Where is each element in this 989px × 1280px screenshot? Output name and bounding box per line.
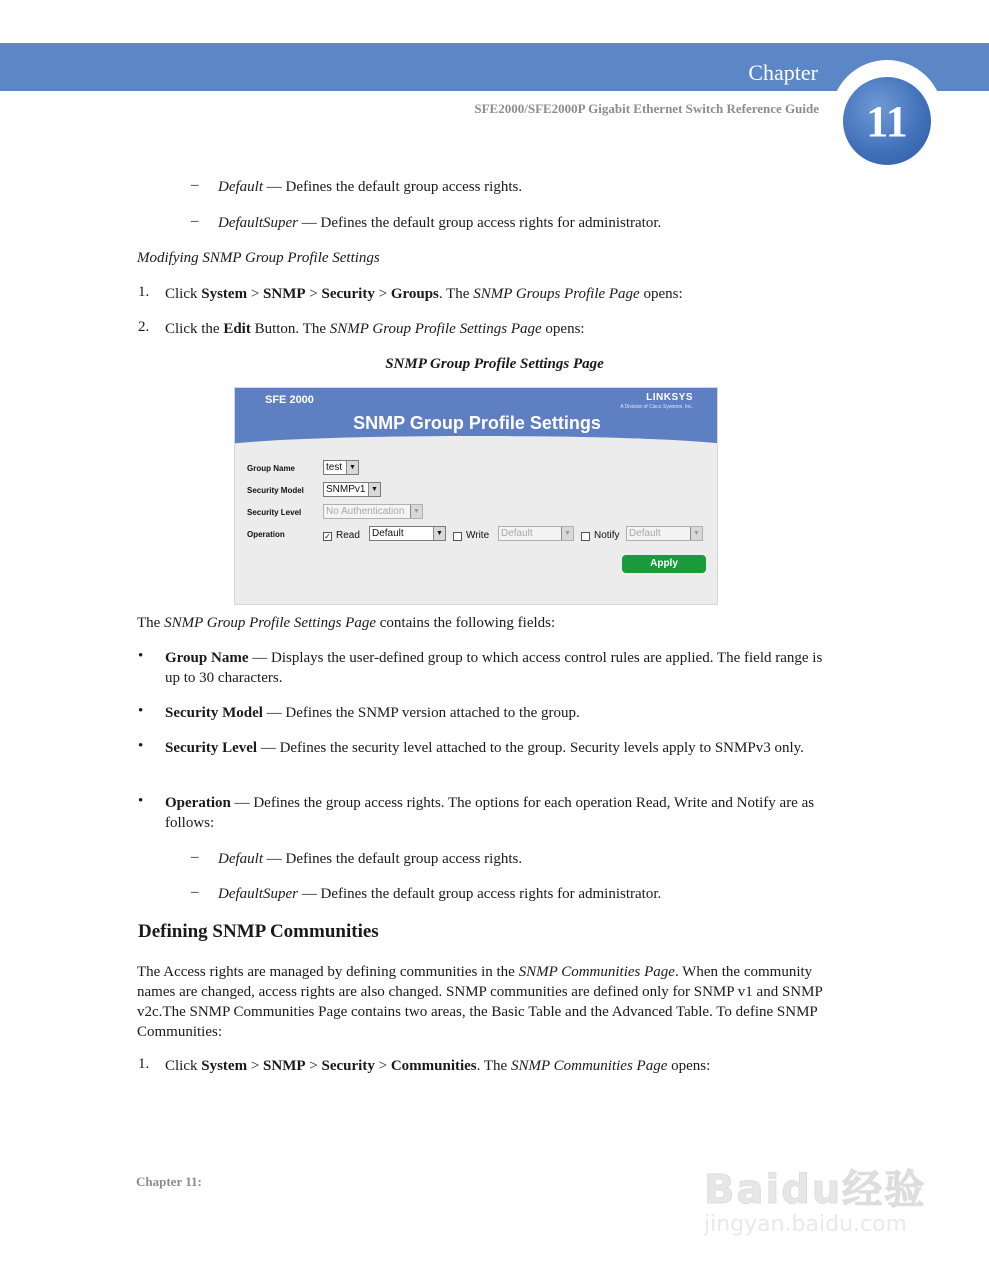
- communities-paragraph: The Access rights are managed by defining communities in the SNMP Communities Page. When the community names are changed, access rights are also changed. SNMP communities are defined only for SNMP v1 and SNMP v2c.The SNMP Communities Page contains two areas, the Basic Table and the Advanced Table. To define SNMP Communities:: [137, 964, 823, 1040]
- group-name-label: Group Name: [247, 464, 296, 473]
- field-description: Operation — Defines the group access rights. The options for each operation Read, Write and Notify are as follows:: [165, 795, 815, 831]
- field-description: Security Level — Defines the security level attached to the group. Security levels apply to SNMPv3 only.: [165, 740, 804, 756]
- bullet: •: [138, 793, 144, 809]
- operation-label: Operation: [247, 530, 285, 539]
- notify-checkbox[interactable]: [581, 532, 590, 541]
- model-label: SFE 2000: [265, 394, 314, 406]
- step-text: Click System > SNMP > Security > Communities. The SNMP Communities Page opens:: [165, 1058, 711, 1074]
- notify-select[interactable]: Default ▼: [626, 526, 703, 541]
- guide-title: SFE2000/SFE2000P Gigabit Ethernet Switch Reference Guide: [474, 101, 819, 116]
- group-name-select[interactable]: test ▼: [323, 460, 359, 475]
- dash-bullet: –: [191, 884, 199, 900]
- chevron-down-icon: ▼: [346, 461, 358, 474]
- list-item: DefaultSuper — Defines the default group access rights for administrator.: [218, 886, 662, 902]
- chevron-down-icon: ▼: [433, 527, 445, 540]
- chevron-down-icon: ▼: [368, 483, 380, 496]
- write-select[interactable]: Default ▼: [498, 526, 574, 541]
- security-level-select[interactable]: No Authentication ▼: [323, 504, 423, 519]
- apply-button[interactable]: Apply: [622, 555, 706, 573]
- chapter-label: Chapter: [748, 60, 818, 85]
- read-label: Read: [336, 530, 360, 541]
- write-label: Write: [466, 530, 490, 541]
- chevron-down-icon: ▼: [410, 505, 422, 518]
- bullet: •: [138, 648, 144, 664]
- bullet: •: [138, 703, 144, 719]
- screenshot-title: SNMP Group Profile Settings: [353, 413, 601, 433]
- chapter-number-badge: 11: [843, 77, 931, 165]
- step-text: Click the Edit Button. The SNMP Group Profile Settings Page opens:: [165, 321, 585, 337]
- security-level-label: Security Level: [247, 508, 302, 517]
- list-item: Default — Defines the default group access rights.: [218, 179, 523, 195]
- step-text: Click System > SNMP > Security > Groups. The SNMP Groups Profile Page opens:: [165, 286, 683, 302]
- step-number: 2.: [138, 319, 150, 335]
- fields-intro: The SNMP Group Profile Settings Page contains the following fields:: [137, 615, 556, 631]
- list-item: DefaultSuper — Defines the default group access rights for administrator.: [218, 215, 662, 231]
- notify-label: Notify: [594, 530, 620, 541]
- security-model-label: Security Model: [247, 486, 304, 495]
- linksys-logo-subtitle: A Division of Cisco Systems, Inc.: [620, 404, 693, 410]
- field-description: Group Name — Displays the user-defined group to which access control rules are applied. The field range is up to 30 characters.: [165, 650, 823, 686]
- page-footer: Chapter 11:: [136, 1174, 202, 1189]
- sub-heading: Modifying SNMP Group Profile Settings: [137, 250, 380, 266]
- field-description: Security Model — Defines the SNMP version attached to the group.: [165, 705, 580, 721]
- embedded-screenshot: [234, 387, 718, 605]
- watermark-url: jingyan.baidu.com: [704, 1212, 908, 1237]
- section-heading: Defining SNMP Communities: [138, 921, 379, 942]
- security-model-select[interactable]: SNMPv1 ▼: [323, 482, 381, 497]
- step-number: 1.: [138, 1056, 150, 1072]
- figure-caption: SNMP Group Profile Settings Page: [385, 356, 604, 372]
- chevron-down-icon: ▼: [690, 527, 702, 540]
- baidu-watermark: [704, 1140, 932, 1240]
- dash-bullet: –: [191, 213, 199, 229]
- list-item: Default — Defines the default group access rights.: [218, 851, 523, 867]
- read-select[interactable]: Default ▼: [369, 526, 446, 541]
- linksys-logo: LINKSYS: [646, 392, 693, 403]
- write-checkbox[interactable]: [453, 532, 462, 541]
- bullet: •: [138, 738, 144, 754]
- dash-bullet: –: [191, 849, 199, 865]
- watermark-brand: Baidu经验: [704, 1167, 927, 1213]
- dash-bullet: –: [191, 177, 199, 193]
- screenshot-header-curve: [234, 436, 718, 476]
- read-checkbox[interactable]: ✓: [324, 532, 331, 541]
- step-number: 1.: [138, 284, 150, 300]
- chevron-down-icon: ▼: [561, 527, 573, 540]
